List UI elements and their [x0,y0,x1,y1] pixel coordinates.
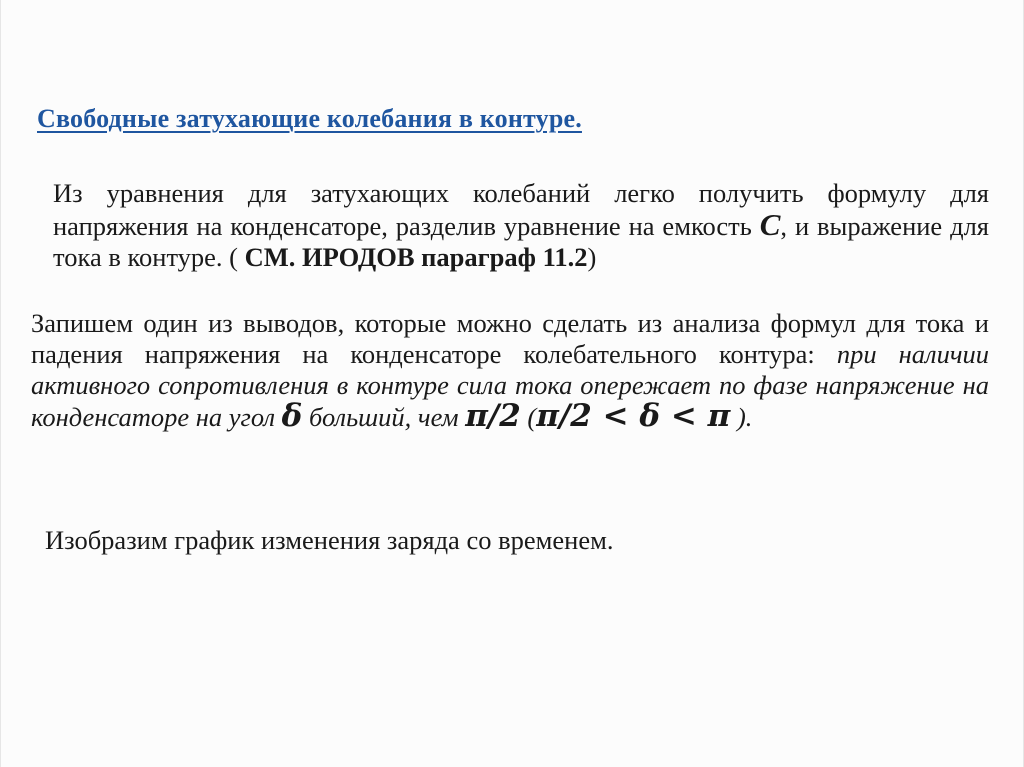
paragraph2-italic-a: при наличии активного сопротивления в контуре сила тока опережает по фазе напряжение на конденсаторе на угол [31,339,990,432]
capacitance-symbol: C [759,207,781,242]
paragraph2-italic-d: ). [730,402,753,432]
paragraph1-text-a: Из уравнения для затухающих колебаний легко получить формулу для напряжения на конденсаторе, разделив уравнение на емкость [53,178,989,241]
paragraph1-text-c: ) [587,242,597,272]
paragraph2-text-a: Запишем один из выводов, которые можно сделать из анализа формул для тока и падения напряжения на конденсаторе колебательного контура: [31,308,989,369]
angle-range-formula: π/2 < δ < π [536,398,731,434]
delta-symbol: δ [281,398,303,434]
paragraph2-italic-b: больший, чем [302,402,466,432]
paragraph-phase-conclusion [31,308,989,433]
paragraph-voltage-formula [53,178,989,273]
paragraph-graph-intro: Изобразим график изменения заряда со временем. [45,525,614,555]
paragraph1-text-b: , и выражение для тока в контуре. ( [53,211,989,272]
half-pi-formula: π/2 [465,398,521,434]
slide-title: Свободные затухающие колебания в контуре. [37,104,582,133]
paragraph2-italic-c: ( [520,402,537,432]
textbook-reference: СМ. ИРОДОВ параграф 11.2 [244,242,588,272]
